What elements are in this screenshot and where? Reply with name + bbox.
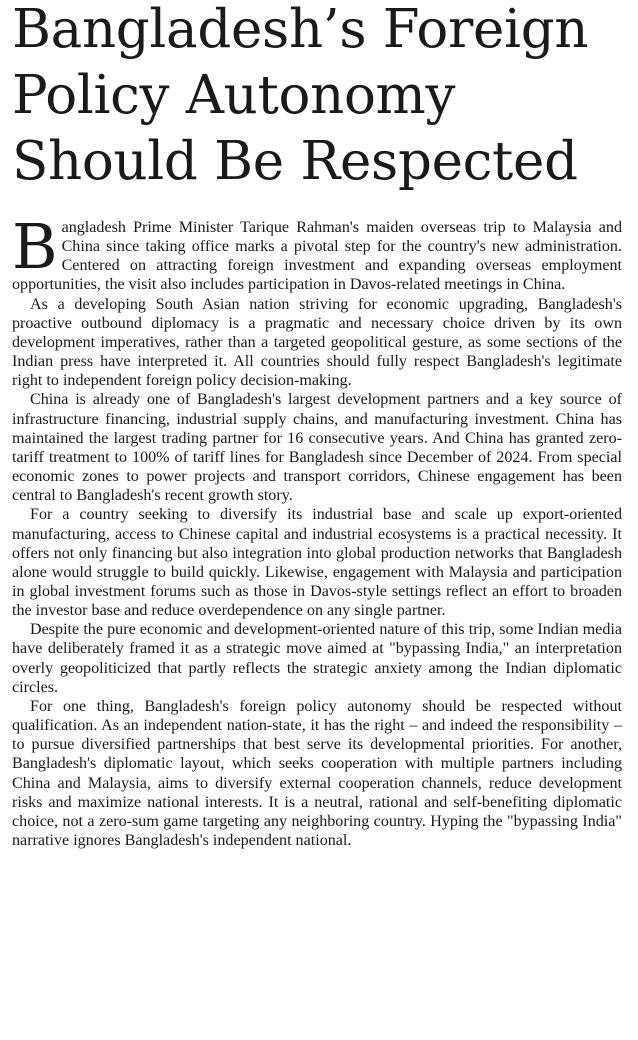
paragraph-1 [12, 210, 622, 295]
paragraph-2: As a developing South Asian nation striving for economic upgrading, Bangladesh's proactive outbound diplomacy is a pragmatic and necessary choice driven by its own development imperatives, rather than a targeted geopolitical gesture, as some sections of the Indian press have interpreted it. All countries should fully respect Bangladesh's legitimate right to independent foreign policy decision-making. [12, 295, 622, 390]
headline-line-3: Should Be Respected [12, 131, 578, 192]
headline-line-2: Policy Autonomy [12, 65, 456, 126]
paragraph-5: Despite the pure economic and development-oriented nature of this trip, some Indian media have deliberately framed it as a strategic move aimed at "bypassing India," an interpretation overly geopoliticized that partly reflects the strategic anxiety among the Indian diplomatic circles. [12, 621, 622, 696]
paragraph-4: For a country seeking to diversify its industrial base and scale up export-oriented manufacturing, access to Chinese capital and industrial ecosystems is a practical necessity. It offers not only financing but also integration into global production networks that Bangladesh alone would struggle to build quickly. Likewise, engagement with Malaysia and participation in global investment forums such as those in Davos-style settings reflect an effort to broaden the investor base and reduce overdependence on any single partner. [12, 506, 622, 620]
drop-cap: B [12, 210, 58, 283]
article-body [12, 210, 622, 850]
paragraph-3: China is already one of Bangladesh's largest development partners and a key source of infrastructure financing, industrial supply chains, and manufacturing investment. China has maintained the largest trading partner for 16 consecutive years. And China has granted zero-tariff treatment to 100% of tariff lines for Bangladesh since December of 2024. From special economic zones to power projects and transport corridors, Chinese engagement has been central to Bangladesh's recent growth story. [12, 391, 622, 505]
headline [12, 0, 632, 195]
headline-line-1: Bangladesh’s Foreign [12, 0, 589, 60]
paragraph-1-text: angladesh Prime Minister Tarique Rahman's maiden overseas trip to Malaysia and China since taking office marks a pivotal step for the country's new administration. Centered on attracting foreign investment and expanding overseas employment opportunities, the visit also includes participation in Davos-related meetings in China. [12, 219, 622, 294]
paragraph-6: For one thing, Bangladesh's foreign policy autonomy should be respected without qualification. As an independent nation-state, it has the right – and indeed the responsibility – to pursue diversified partnerships that best serve its developmental priorities. For another, Bangladesh's diplomatic layout, which seeks cooperation with multiple partners including China and Malaysia, aims to diversify external cooperation channels, reduce development risks and maximize national interests. It is a neutral, rational and self-benefiting diplomatic choice, not a zero-sum game targeting any neighboring country. Hyping the "bypassing India" narrative ignores Bangladesh's independent national. [12, 697, 622, 849]
